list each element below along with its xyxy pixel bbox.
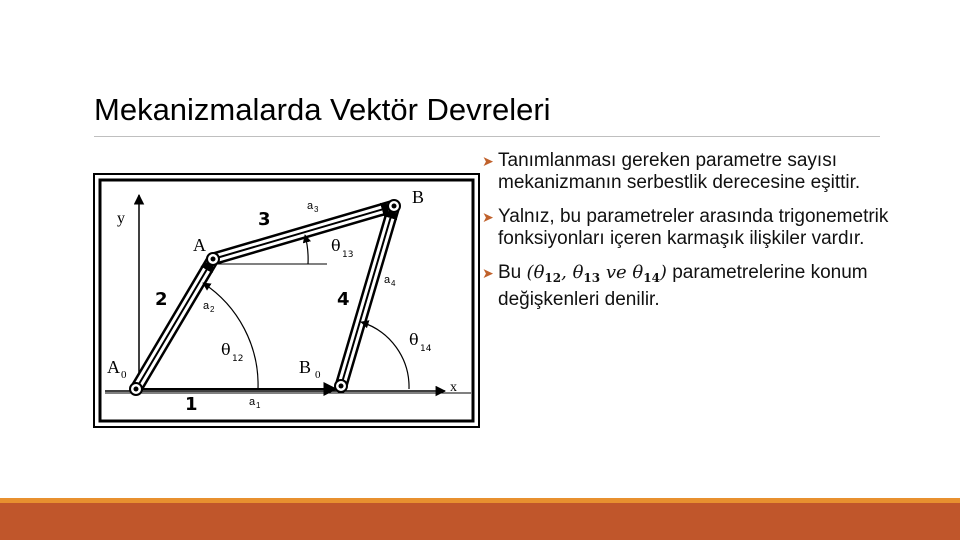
y-axis-label: y <box>117 210 125 227</box>
label-theta13-sub: 13 <box>342 250 354 260</box>
theta13-subscript: 13 <box>583 271 601 285</box>
label-theta12: θ <box>221 340 231 359</box>
label-link-1: 1 <box>185 394 198 415</box>
label-a1: a <box>249 396 256 408</box>
label-theta12-sub: 12 <box>232 354 244 364</box>
bullet-item <box>482 206 957 250</box>
label-point-B0-sub: 0 <box>315 369 321 381</box>
label-point-A0-sub: 0 <box>121 369 127 381</box>
label-a2-sub: 2 <box>210 305 215 314</box>
label-theta13: θ <box>331 236 341 255</box>
joint-A0-pin <box>134 387 139 392</box>
label-a2: a <box>203 300 210 312</box>
bullet-suffix: parametrelerine konum değişkenleri denilir. <box>498 262 868 310</box>
formula-ve: ve <box>600 262 633 283</box>
parameter-formula <box>527 262 667 283</box>
label-link-2: 2 <box>155 289 168 310</box>
theta12-subscript: 12 <box>544 271 562 285</box>
label-link-4: 4 <box>337 289 350 310</box>
bullet-arrow-icon: ➤ <box>482 265 494 281</box>
label-a4-sub: 4 <box>391 279 396 288</box>
label-point-B0: B <box>299 357 312 377</box>
label-a3: a <box>307 200 314 212</box>
slide-title: Mekanizmalarda Vektör Devreleri <box>94 92 551 127</box>
theta14-subscript: 14 <box>643 271 660 285</box>
bullet-text: Tanımlanması gereken parametre sayısı mekanizmanın serbestlik derecesine eşittir. <box>498 150 861 193</box>
formula-separator: , <box>561 262 573 283</box>
joint-B-pin <box>392 204 397 209</box>
bullet-arrow-icon: ➤ <box>482 209 494 225</box>
label-a1-sub: 1 <box>256 401 261 410</box>
formula-open: ( <box>526 262 534 283</box>
bullet-list <box>482 150 957 323</box>
title-divider <box>94 136 880 137</box>
bullet-prefix: Bu <box>498 262 527 283</box>
footer-band <box>0 503 960 540</box>
four-bar-mechanism-diagram <box>93 173 480 428</box>
label-a3-sub: 3 <box>314 205 319 214</box>
bullet-item <box>482 262 957 311</box>
label-a4: a <box>384 274 391 286</box>
label-point-A0: A <box>107 357 120 377</box>
label-theta14: θ <box>409 330 419 349</box>
theta13-symbol: θ <box>572 262 584 283</box>
theta12-symbol: θ <box>533 262 545 283</box>
label-point-B: B <box>412 187 425 207</box>
bullet-text: Yalnız, bu parametreler arasında trigonemetrik fonksiyonları içeren karmaşık ilişkiler vardır. <box>498 206 889 249</box>
label-link-3: 3 <box>258 209 271 230</box>
label-theta14-sub: 14 <box>420 344 432 354</box>
bullet-arrow-icon: ➤ <box>482 153 494 169</box>
joint-A-pin <box>211 257 216 262</box>
theta14-symbol: θ <box>632 262 644 283</box>
label-point-A: A <box>193 235 206 255</box>
bullet-item <box>482 150 957 194</box>
joint-B0-pin <box>339 384 344 389</box>
x-axis-label: x <box>450 380 457 395</box>
formula-close: ) <box>659 262 667 283</box>
